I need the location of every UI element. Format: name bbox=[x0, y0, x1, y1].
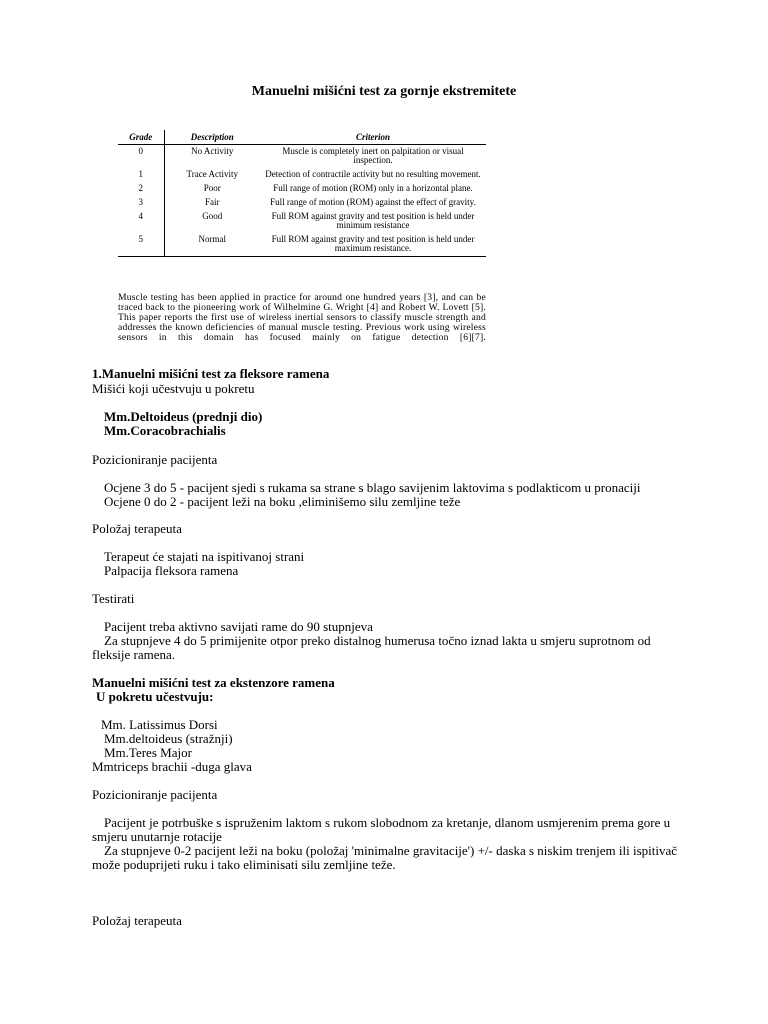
section2-therapist-label: Položaj terapeuta bbox=[92, 913, 182, 928]
table-row bbox=[118, 233, 486, 257]
grade-table-figure bbox=[118, 130, 488, 257]
section1-therapist-line: Terapeut će stajati na ispitivanoj strani bbox=[104, 549, 305, 564]
section1-patient-pos-line: Ocjene 3 do 5 - pacijent sjedi s rukama sa strane s blago savijenim laktovima s podlakticom u pronaciji bbox=[104, 480, 641, 495]
section2-muscle: Mm.Teres Major bbox=[104, 745, 192, 760]
table-row bbox=[118, 168, 486, 182]
section2-patient-pos-line: Za stupnjeve 0-2 pacijent leži na boku (položaj 'minimalne gravitacije') +/- daska s niskim trenjem ili ispitivač bbox=[104, 843, 678, 858]
section2-heading: Manuelni mišićni test za ekstenzore ramena bbox=[92, 675, 335, 690]
section1-therapist-line: Palpacija fleksora ramena bbox=[104, 563, 239, 578]
cell-description: No Activity bbox=[191, 146, 234, 156]
table-row bbox=[118, 182, 486, 196]
table-row bbox=[118, 210, 486, 233]
cell-criterion: Full range of motion (ROM) against the effect of gravity. bbox=[270, 197, 476, 207]
cell-grade: 0 bbox=[118, 145, 164, 169]
section2-patient-pos-label: Pozicioniranje pacijenta bbox=[92, 787, 218, 802]
cell-description: Trace Activity bbox=[186, 169, 238, 179]
grade-table bbox=[118, 130, 486, 257]
cell-criterion: Full range of motion (ROM) only in a horizontal plane. bbox=[273, 183, 473, 193]
section1-test-line: Za stupnjeve 4 do 5 primijenite otpor preko distalnog humerusa točno iznad lakta u smjeru suprotnom od bbox=[104, 633, 651, 648]
section2-subheading: U pokretu učestvuju: bbox=[96, 689, 214, 704]
section1-test-line: Pacijent treba aktivno savijati rame do 90 stupnjeva bbox=[104, 619, 373, 634]
section2-muscle: Mm. Latissimus Dorsi bbox=[101, 717, 218, 732]
table-row bbox=[118, 145, 486, 169]
cell-description: Poor bbox=[203, 183, 221, 193]
table-caption-paragraph: Muscle testing has been applied in practice for around one hundred years [3], and can be traced back to the pioneering work of Wilhelmine G. Wright [4] and Robert W. Lovett [5]. This paper reports the first use of wireless inertial sensors to classify muscle strength and addresses the known deficiencies of manual muscle testing. Previous work using wireless sensors in this domain has focused mainly on fatigue detection [6][7]. bbox=[118, 292, 486, 343]
section1-test-label: Testirati bbox=[92, 591, 135, 606]
section1-patient-pos-label: Pozicioniranje pacijenta bbox=[92, 452, 218, 467]
cell-description: Fair bbox=[205, 197, 220, 207]
cell-criterion: Full ROM against gravity and test position is held under maximum resistance. bbox=[260, 233, 486, 257]
section2-patient-pos-line: smjeru unutarnje rotacije bbox=[92, 829, 222, 844]
table-row bbox=[118, 196, 486, 210]
section2-patient-pos-line: Pacijent je potrbuške s ispruženim laktom s rukom slobodnom za kretanje, dlanom usmjerenim prema gore u bbox=[104, 815, 671, 830]
section1-patient-pos-line: Ocjene 0 do 2 - pacijent leži na boku ,eliminišemo silu zemljine teže bbox=[104, 494, 461, 509]
section1-muscle: Mm.Deltoideus (prednji dio) bbox=[104, 409, 263, 424]
section1-muscles-label: Mišići koji učestvuju u pokretu bbox=[92, 381, 255, 396]
document-title: Manuelni mišićni test za gornje ekstremitete bbox=[251, 84, 517, 99]
cell-grade: 3 bbox=[118, 196, 164, 210]
cell-grade: 1 bbox=[118, 168, 164, 182]
cell-grade: 5 bbox=[118, 233, 164, 257]
section1-therapist-label: Položaj terapeuta bbox=[92, 521, 182, 536]
section1-heading: 1.Manuelni mišićni test za fleksore ramena bbox=[92, 366, 330, 381]
section2-muscle: Mmtriceps brachii -duga glava bbox=[92, 759, 252, 774]
header-description: Description bbox=[164, 130, 260, 145]
cell-grade: 4 bbox=[118, 210, 164, 233]
header-criterion: Criterion bbox=[260, 130, 486, 145]
cell-criterion: Detection of contractile activity but no resulting movement. bbox=[265, 169, 481, 179]
section1-test-line: fleksije ramena. bbox=[92, 647, 176, 662]
cell-grade: 2 bbox=[118, 182, 164, 196]
header-grade: Grade bbox=[118, 130, 164, 145]
section1-muscle: Mm.Coracobrachialis bbox=[104, 423, 226, 438]
cell-criterion: Muscle is completely inert on palpitation or visual inspection. bbox=[282, 146, 464, 165]
section2-patient-pos-line: može poduprijeti ruku i tako eliminisati silu zemljine teže. bbox=[92, 857, 396, 872]
cell-description: Good bbox=[202, 211, 223, 221]
cell-description: Normal bbox=[164, 233, 260, 257]
section2-muscle: Mm.deltoideus (stražnji) bbox=[104, 731, 233, 746]
cell-criterion: Full ROM against gravity and test position is held under minimum resistance bbox=[271, 211, 475, 230]
